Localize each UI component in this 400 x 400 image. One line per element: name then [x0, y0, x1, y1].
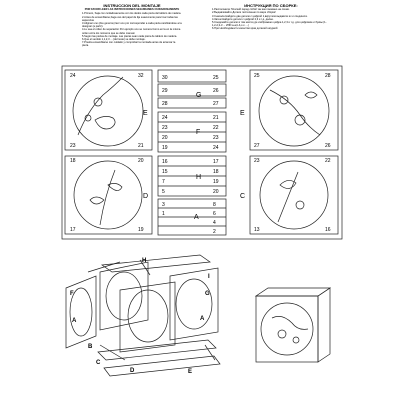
part-number: 22	[325, 158, 331, 164]
panel-frame	[250, 70, 338, 150]
part-number: 13	[254, 227, 260, 233]
diagram-label: G	[205, 291, 210, 297]
diagram-label: C	[96, 360, 101, 366]
strip-number: 27	[213, 101, 219, 107]
strip-number: 18	[213, 169, 219, 175]
part-number: 20	[138, 158, 144, 164]
panel-letter: E	[143, 110, 148, 117]
assembly-arrow	[88, 262, 120, 272]
strip-number: 19	[162, 145, 168, 151]
panel-circle	[260, 161, 328, 229]
panel-circle	[259, 76, 329, 146]
diagram-label: F	[70, 291, 74, 297]
part-number: 28	[325, 73, 331, 79]
part-number: 17	[70, 227, 76, 233]
box-side	[318, 288, 330, 362]
strip-number: 7	[162, 179, 165, 185]
strip-number: 17	[213, 159, 219, 165]
panel-left-bottom	[65, 156, 152, 234]
box-branch	[272, 316, 308, 329]
instruction-es-step: 6.Que el sentido 1,1,2,3 ... (del reste) se debe montaje.	[82, 38, 146, 42]
exploded-panel-d	[66, 276, 96, 348]
exploded-strip	[104, 356, 220, 376]
strip-number: 16	[162, 159, 168, 165]
part-number: 16	[325, 227, 331, 233]
panel-left-top	[65, 70, 152, 150]
part-number: 19	[138, 227, 144, 233]
instructions-es-title: INSTRUCCION DEL MONTAJE	[103, 3, 161, 8]
panel-frame	[65, 156, 152, 234]
part-number: 23	[70, 143, 76, 149]
diagram-label: B	[88, 344, 93, 350]
flower-shape	[280, 96, 288, 104]
instruction-es-step: 4.Lu sea el orden de separación Por ejemplo uno se numera Como en la en la misma orden entre los números que se debe manual.	[82, 28, 181, 35]
strip-number: 23	[213, 135, 219, 141]
part-number: 21	[138, 143, 144, 149]
diagram-label: A	[200, 316, 205, 322]
assembly-arrow	[205, 345, 215, 360]
strip-number: 24	[213, 145, 219, 151]
box-circle	[261, 303, 313, 355]
sheet-outline	[62, 66, 342, 239]
part-number: 18	[70, 158, 76, 164]
instruction-es-step: 7.Prueba ensamblarse con cuidado y comprobar la montada antes de arrancar la pieza.	[82, 41, 176, 48]
tree-branch	[270, 90, 320, 135]
panel-right-top	[240, 70, 338, 150]
strip-number: 19	[213, 179, 219, 185]
diagram-label: A	[72, 318, 77, 324]
instruction-es-step: 2.Antes de ensamblarse,haga uso del papel de lija suavemente para lmar todas las asperezas	[82, 15, 178, 22]
panel-letter: C	[240, 193, 246, 200]
instructions-ru-title: ИНСТРУКЦИЯ ПО СБОРКЕ:	[244, 3, 298, 8]
part-number: 23	[254, 158, 260, 164]
instruction-ru-step: 5.Соединяйте детали в том месте,где изображено цифра 1,2,3 и т.д. для цифровое и буквы (1-1,2-2,3-3 ... ИЛИ а-а,b-b,c-c.....)	[212, 21, 327, 28]
strip-number: 30	[162, 75, 168, 81]
part-number: 32	[138, 73, 144, 79]
bird-shape	[280, 180, 296, 188]
diagram-label: D	[130, 368, 135, 374]
strip-number: 6	[213, 211, 216, 217]
instruction-es-step: 5.Según las piezas de montaje. Las piezas sean cada pieza de tablero de madera.	[82, 34, 178, 38]
panel-letter: A	[194, 214, 199, 221]
flower-shape	[296, 201, 304, 209]
instruction-ru-step: 3.Сначала Найдите две детали с цифрой 1,вкруглом выдавите их и соедините.	[212, 14, 308, 18]
part-number: 26	[325, 143, 331, 149]
strip-number: 25	[213, 75, 219, 81]
part-number: 25	[254, 73, 260, 79]
exploded-strip	[98, 340, 216, 360]
leaf-shape	[90, 197, 104, 204]
diagram-label: E	[188, 369, 193, 375]
strip-number: 15	[162, 169, 168, 175]
panel-frame	[250, 156, 338, 234]
instruction-ru-step: 2.Выдавливайте Детали постепенно по мере сборки!	[212, 11, 276, 15]
bird-shape	[95, 116, 115, 129]
strip-number: 4	[213, 220, 216, 226]
assembled-box	[256, 288, 330, 362]
strip-number: 29	[162, 88, 168, 94]
diagram-label: I	[208, 274, 210, 280]
panel-right-bottom	[240, 156, 338, 234]
panel-letter: D	[143, 193, 149, 200]
strip-number: 3	[162, 202, 165, 208]
panel-circle	[74, 161, 142, 229]
exploded-diagram	[66, 255, 220, 376]
box-flower	[278, 330, 286, 338]
exploded-strip	[102, 255, 210, 272]
strip-number: 20	[162, 135, 168, 141]
leaf-shape	[108, 183, 122, 190]
strip-number: 2	[213, 229, 216, 235]
instruction-ru-step: 1.Расположите Плоский перед собой так как показано на схеме.	[212, 8, 290, 12]
strip-number: 26	[213, 88, 219, 94]
flower-shape	[94, 98, 102, 106]
panel-letter: F	[196, 129, 201, 136]
panel-letter: G	[196, 92, 202, 99]
strip-number: 22	[213, 125, 219, 131]
tree-branch	[278, 172, 298, 222]
strip-number: 23	[162, 125, 168, 131]
instruction-ru-step: 4.Затем Найдите детали с цифрой 2,3 и т.д. далее.	[212, 17, 274, 21]
strip-number: 5	[162, 189, 165, 195]
instruction-es-step: 1.Primero, Saja con cuidadosamente con los dedos cada pieza del tablero de madera.	[82, 12, 182, 16]
strip-number: 21	[213, 115, 219, 121]
bird-shape	[305, 92, 317, 98]
exploded-panel-circle	[106, 272, 142, 320]
strip-number: 24	[162, 115, 168, 121]
tree-branch	[78, 77, 123, 135]
box-front	[256, 296, 318, 362]
instruction-es-step: 3.Aliginar uno (dos generos) lanr uno por correspondar a cada pieza cambiándose a la designar (a partir).	[82, 22, 182, 29]
strip-number: 1	[162, 211, 165, 217]
panel-circle	[73, 76, 143, 146]
strip-number: 28	[162, 101, 168, 107]
instruction-ru-step: 6.При Необходимости качество края деталей шкуркой	[212, 27, 278, 31]
instructions-es-subtitle: POR FAVOR LEER LAS INSTRUCCIONES SEGUIDAMES CUIDADOSAMENTE	[84, 8, 180, 12]
part-number: 24	[70, 73, 76, 79]
panel-frame	[65, 70, 152, 150]
panel-letter: E	[240, 110, 245, 117]
box-flower	[293, 337, 299, 343]
part-number: 27	[254, 143, 260, 149]
strip-number: 8	[213, 202, 216, 208]
strip-number: 20	[213, 189, 219, 195]
panel-letter: H	[196, 174, 202, 181]
exploded-panel-circle	[176, 279, 212, 329]
diagram-label: H	[142, 258, 147, 264]
center-strips	[158, 70, 226, 235]
tree-branch	[100, 170, 115, 225]
box-top	[256, 288, 330, 296]
